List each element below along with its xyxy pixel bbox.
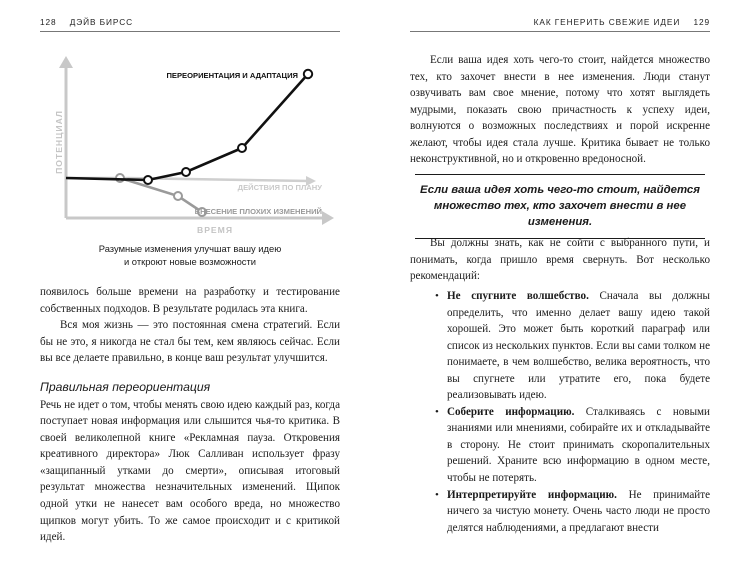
right-body-middle: [410, 235, 710, 285]
potential-chart: [40, 52, 340, 247]
list-item-text: Не принимайте ничего за чистую монету. Очень часто люди не просто делятся наблюдениями, а предлагают внести: [447, 488, 710, 534]
x-axis-arrow: [322, 211, 334, 225]
right-page-number: 129: [693, 17, 710, 27]
left-running-head-title: ДЭЙВ БИРСС: [69, 17, 133, 27]
bullet-dot-icon: •: [435, 405, 439, 418]
list-item-title: Интерпретируйте информацию.: [447, 488, 617, 501]
bad-point-2: [174, 192, 182, 200]
list-item-title: Соберите информацию.: [447, 405, 575, 418]
adapt-point-2: [182, 168, 190, 176]
right-header-rule: [410, 31, 710, 32]
bullet-dot-icon: •: [435, 290, 439, 302]
right-page: [375, 0, 750, 561]
adapt-point-3: [238, 144, 246, 152]
x-axis-label: ВРЕМЯ: [196, 225, 234, 235]
bad-changes-line: [120, 178, 202, 212]
list-item: [435, 404, 710, 487]
list-item-text: Сталкиваясь с новыми знаниями или мнениями, собирайте их и откладывайте в сторону. Не стоит принимать скоропалительных решений. Храните всю информацию в одном месте, чтобы не потерять.: [447, 405, 710, 485]
left-body: [40, 284, 340, 546]
caption-line-1: Разумные изменения улучшат вашу идею: [98, 243, 282, 254]
left-page-number: 128: [40, 17, 57, 27]
adapt-line: [66, 74, 308, 180]
right-paragraph-2: Вы должны знать, как не сойти с выбранного пути, и понимать, когда пришло время свернуть. Вот несколько рекомендаций:: [410, 237, 710, 283]
right-body-top: [410, 52, 710, 168]
bullet-dot-icon: •: [435, 488, 439, 501]
left-paragraph-2: Вся моя жизнь — это постоянная смена стратегий. Если бы не это, я никогда не стал бы тем, кем являюсь сейчас. Если вы все делаете правильно, в конце ваш результат улучшится.: [40, 319, 340, 365]
section-subheading: Правильная переориентация: [40, 379, 211, 394]
y-axis-label: ПОТЕНЦИАЛ: [54, 110, 64, 174]
caption-line-2: и откроют новые возможности: [123, 256, 257, 267]
left-paragraph-1: появилось больше времени на разработку и тестирование собственных подходов. В результате родилась эта книга.: [40, 286, 340, 315]
right-running-head-title: КАК ГЕНЕРИТЬ СВЕЖИЕ ИДЕИ: [533, 17, 681, 27]
y-axis-arrow: [59, 56, 73, 68]
left-header-rule: [40, 31, 340, 32]
right-running-head: [534, 17, 710, 27]
left-running-head: [40, 17, 133, 27]
pull-quote: Если ваша идея хоть чего-то стоит, найдется множество тех, кто захочет внести в нее изменения.: [415, 174, 705, 239]
recommendations-list: [435, 288, 710, 536]
list-item: [435, 487, 710, 537]
right-paragraph-1: Если ваша идея хоть чего-то стоит, найдется множество тех, кто захочет внести в нее изменения. Люди станут озвучивать вам свое мнение, потому что хотят выглядеть мудрыми, показать свою причастность к успеху идеи, волнуются о возможных последствиях и порой искренне желают, чтобы идея стала лучше. Критика бывает не только неконструктивной, но и откровенно вредоносной.: [410, 54, 710, 166]
adapt-point-1: [144, 176, 152, 184]
list-item-title: Не спугните волшебство.: [447, 290, 589, 302]
adapt-point-4: [304, 70, 312, 78]
bad-label: ВНЕСЕНИЕ ПЛОХИХ ИЗМЕНЕНИЙ: [194, 207, 322, 216]
list-item-text: Сначала вы должны определить, что именно делает вашу идею такой хорошей. Это может быть короткий параграф или список из нескольких пунктов. Если вы сами толком не понимаете, в чем волшебство, велика вероятность, что вы спугнете или утратите его, пока будете реализовывать идею.: [447, 290, 710, 402]
plan-label: ДЕЙСТВИЯ ПО ПЛАНУ: [237, 183, 322, 192]
left-paragraph-3: Речь не идет о том, чтобы менять свою идею каждый раз, когда поступает новая информация или слышится чья-то критика. В своей великолепной книге «Рекламная пауза. Откровения креативного директора» Люк Салливан использует фразу «защипанный утками до смерти», описывая итоговый результат множества незначительных изменений. Щипок одной утки не нанесет вам особого вреда, но множество щипков могут убить. То же самое происходит и с критикой идей.: [40, 398, 340, 544]
list-item: [435, 288, 710, 404]
adapt-label: ПЕРЕОРИЕНТАЦИЯ И АДАПТАЦИЯ: [166, 71, 298, 80]
chart-caption: [40, 242, 340, 268]
